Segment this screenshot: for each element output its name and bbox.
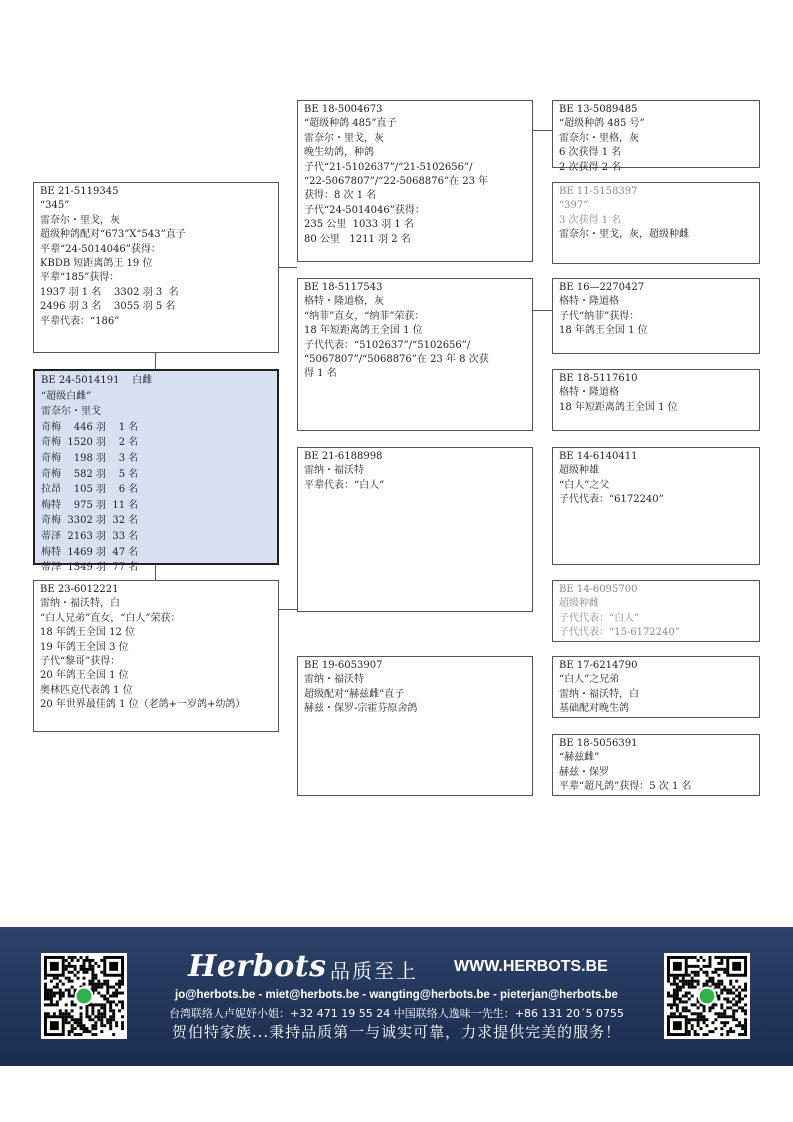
pedigree-line: “超级种鸽 485 号”: [559, 118, 645, 130]
pedigree-line: 雷奈尔・里戈，灰，超级种雌: [559, 229, 689, 241]
pedigree-line: 子代代表：“6172240”: [559, 494, 664, 506]
connector: [279, 267, 297, 268]
ring-number: BE 13-5089485: [559, 104, 638, 115]
pedigree-line: “超级种鸽 485”直子: [304, 118, 397, 130]
pedigree-line: 蒂泽 1549 羽 77 名: [41, 562, 139, 574]
pedigree-line: 奇梅 198 羽 3 名: [41, 452, 139, 464]
pedigree-line: 奇梅 582 羽 5 名: [41, 468, 139, 480]
pedigree-line: 超级种雌: [559, 598, 599, 610]
pedigree-line: KBDB 短距离鸽王 19 位: [40, 258, 153, 270]
sire-sire-card: [297, 100, 533, 262]
mother-card: [33, 580, 279, 732]
pedigree-line: 奇梅 446 羽 1 名: [41, 421, 139, 433]
pedigree-line: 平辈“185”获得：: [40, 272, 120, 284]
pedigree-line: “白人”之兄弟: [559, 674, 620, 686]
pedigree-line: 18 年鸽王全国 1 位: [559, 325, 648, 337]
brand-row: [188, 949, 628, 983]
pedigree-line: 得 1 名: [304, 368, 337, 380]
brand-slogan: 品质至上: [330, 959, 418, 983]
connector: [533, 130, 552, 131]
ring-number: BE 21-6188998: [304, 451, 383, 462]
pedigree-line: 80 公里 1211 羽 2 名: [304, 233, 411, 245]
connector: [533, 310, 552, 311]
pedigree-line: “赫兹雌”: [559, 752, 600, 764]
ring-number: BE 17-6214790: [559, 660, 638, 671]
footer-banner: [0, 927, 793, 1066]
pedigree-line: 格特・隆道格，灰: [304, 296, 384, 308]
pedigree-line: 超级种雄: [559, 465, 599, 477]
pedigree-line: 赫兹・保罗: [559, 766, 609, 778]
pedigree-line: 子代“黎哥”获得：: [40, 656, 121, 668]
pedigree-line: “5067807”/“5068876”在 23 年 8 次获: [304, 354, 489, 366]
sire-dam-card: [297, 278, 533, 431]
ring-number: BE 21-5119345: [40, 186, 119, 197]
ring-number: BE 23-6012221: [40, 584, 119, 595]
pedigree-line: “白人”之父: [559, 479, 610, 491]
pedigree-line: 奇梅 1520 羽 2 名: [41, 437, 139, 449]
ring-number: BE 18-5117543: [304, 282, 383, 293]
pedigree-line: 梅特 975 羽 11 名: [41, 499, 139, 511]
dam-dam-dam-card: [552, 734, 760, 796]
website-link[interactable]: WWW.HERBOTS.BE: [454, 958, 608, 975]
subject-card: [33, 369, 279, 574]
contact-phones: 台湾联络人卢妮妤小姐：+32 471 19 55 24 中国联络人逸味一先生：+86 131 20´5 0755: [169, 1007, 624, 1020]
pedigree-line: 20 年鸽王全国 1 位: [40, 670, 129, 682]
pedigree-line: 平辈“24-5014046”获得：: [40, 243, 161, 255]
ring-number: BE 18-5056391: [559, 738, 638, 749]
dam-sire-dam-card: [552, 580, 760, 642]
pedigree-line: 子代代表：“白人”: [559, 612, 640, 624]
pedigree-line: “345”: [40, 200, 70, 212]
wechat-qr-code-icon-graphic: [664, 953, 750, 1039]
pedigree-line: 梅特 1469 羽 47 名: [41, 546, 139, 558]
motto: 贺伯特家族...秉持品质第一与诚实可靠，力求提供完美的服务！: [171, 1023, 622, 1041]
pedigree-line: 2 次获得 2 名: [559, 161, 622, 173]
pedigree-line: 平辈代表：“白人”: [304, 479, 385, 491]
pedigree-line: 3 次获得 1 名: [559, 214, 622, 226]
sire-sire-dam-card: [552, 182, 760, 264]
ring-number: BE 19-6053907: [304, 660, 383, 671]
pedigree-line: 雷纳・福沃特: [304, 465, 364, 477]
pedigree-line: “白人兄弟”直女，“白人”荣获：: [40, 612, 181, 624]
connector: [155, 353, 156, 369]
pedigree-line: 235 公里 1033 羽 1 名: [304, 219, 414, 231]
pedigree-line: 2496 羽 3 名 3055 羽 5 名: [40, 301, 176, 313]
ring-number: BE 14-6140411: [559, 451, 638, 462]
pedigree-line: 雷奈尔・里戈: [41, 406, 101, 418]
pedigree-line: 雷纳・福沃特，白: [559, 688, 639, 700]
pedigree-line: “纳菲”直女，“纳菲”荣获：: [304, 310, 425, 322]
pedigree-line: 雷纳・福沃特，白: [40, 598, 120, 610]
sire-sire-sire-card: [552, 100, 760, 173]
ring-number: BE 18-5117610: [559, 373, 638, 384]
pedigree-line: 雷奈尔・里格，灰: [559, 132, 639, 144]
pedigree-line: 18 年短距离鸽王全国 1 位: [304, 325, 423, 337]
pedigree-line: 18 年鸽王全国 12 位: [40, 627, 135, 639]
pedigree-line: 19 年鸽王全国 3 位: [40, 641, 129, 653]
ring-number: BE 11-5158397: [559, 186, 638, 197]
pedigree-line: 奥林匹克代表鸽 1 位: [40, 684, 133, 696]
sire-dam-dam-card: [552, 369, 760, 431]
pedigree-line: 18 年短距离鸽王全国 1 位: [559, 401, 678, 413]
ring-number: BE 14-6095700: [559, 584, 638, 595]
pedigree-line: 格特・隆道格: [559, 296, 619, 308]
email-list[interactable]: jo@herbots.be - miet@herbots.be - wangting@herbots.be - pieterjan@herbots.be: [175, 989, 618, 1001]
pedigree-line: 赫兹・保罗-宗霍芬原舍鸽: [304, 703, 418, 715]
dam-dam-sire-card: [552, 656, 760, 718]
sire-dam-sire-card: [552, 278, 760, 354]
dam-sire-sire-card: [552, 447, 760, 565]
ring-number: BE 24-5014191 白雌: [41, 375, 153, 386]
pedigree-line: 平辈代表：“186”: [40, 315, 120, 327]
pedigree-line: 6 次获得 1 名: [559, 147, 622, 159]
herbots-logo: Herbots: [188, 949, 327, 984]
pedigree-line: 1937 羽 1 名 3302 羽 3 名: [40, 286, 179, 298]
pedigree-line: 雷纳・福沃特: [304, 674, 364, 686]
father-card: [33, 182, 279, 353]
pedigree-line: 获得：8 次 1 名: [304, 190, 377, 202]
pedigree-line: 超级种鸽配对“673”X“543”直子: [40, 229, 186, 241]
pedigree-line: 蒂泽 2163 羽 33 名: [41, 530, 139, 542]
pedigree-line: 子代“24-5014046”获得：: [304, 204, 425, 216]
pedigree-line: 子代代表：“5102637”/“5102656”/: [304, 339, 471, 351]
pedigree-line: 基础配对晚生鸽: [559, 703, 629, 715]
pedigree-line: 拉昂 105 羽 6 名: [41, 484, 139, 496]
pedigree-line: 超级配对“赫兹雌”直子: [304, 688, 405, 700]
pedigree-line: 子代“21-5102637”/“21-5102656”/: [304, 161, 473, 173]
pedigree-line: 平辈“超凡鸽”获得：5 次 1 名: [559, 781, 692, 793]
pedigree-line: 格特・隆道格: [559, 387, 619, 399]
pedigree-line: “397”: [559, 200, 589, 212]
pedigree-line: “22-5067807”/“22-5068876”在 23 年: [304, 176, 489, 188]
dam-dam-card: [297, 656, 533, 796]
wechat-qr-code-icon[interactable]: [664, 953, 750, 1039]
pedigree-line: 雷奈尔・里戈，灰: [40, 214, 120, 226]
pedigree-line: 子代“纳菲”获得：: [559, 310, 640, 322]
ring-number: BE 18-5004673: [304, 104, 383, 115]
pedigree-line: “超级白雌”: [41, 390, 92, 402]
pedigree-line: 雷奈尔・里戈，灰: [304, 132, 384, 144]
connector: [279, 609, 297, 610]
pedigree-line: 20 年世界最佳鸽 1 位（老鸽+一岁鸽+幼鸽）: [40, 699, 246, 711]
dam-sire-card: [297, 447, 533, 612]
pedigree-line: 奇梅 3302 羽 32 名: [41, 515, 139, 527]
pedigree-line: 子代代表：“15-6172240”: [559, 627, 680, 639]
ring-number: BE 16—2270427: [559, 282, 645, 293]
pedigree-line: 晚生幼鸽，种鸽: [304, 147, 374, 159]
